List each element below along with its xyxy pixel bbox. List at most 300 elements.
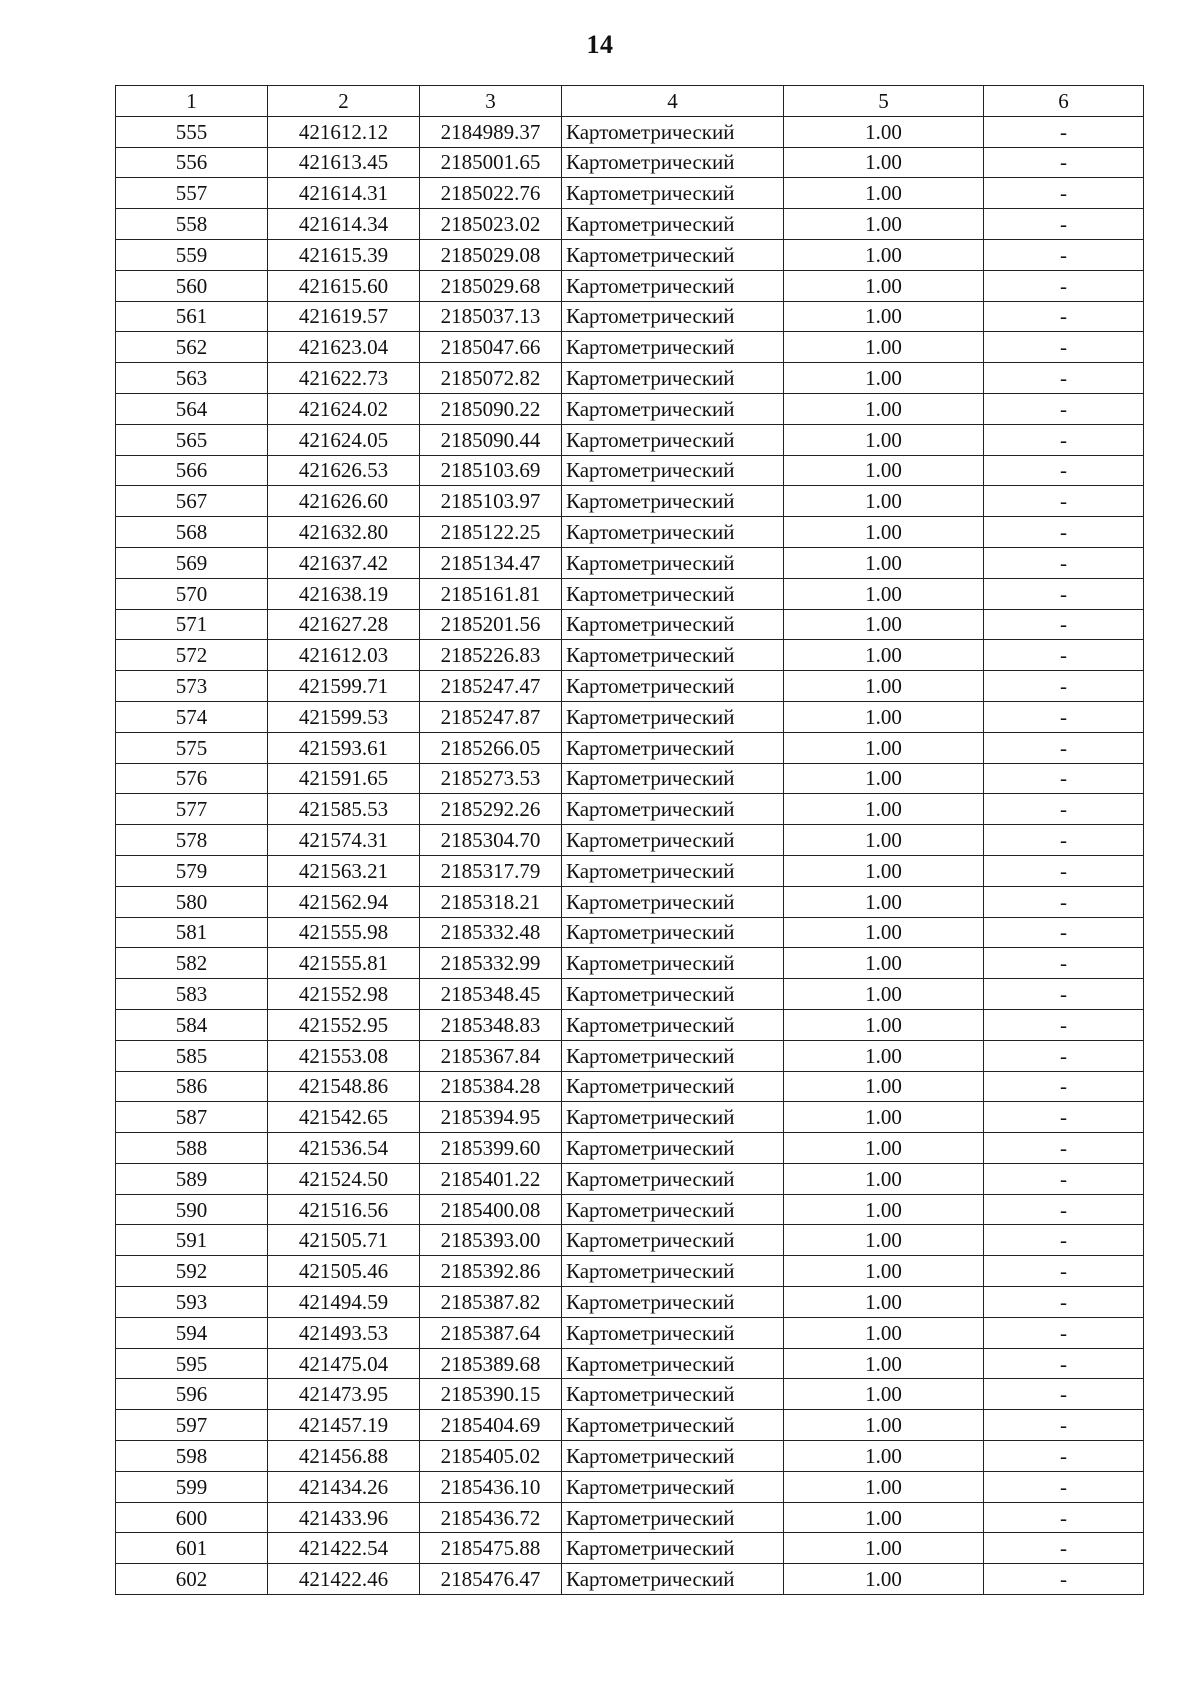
- table-row: [116, 455, 1144, 486]
- x-coordinate-cell: 421593.61: [268, 732, 420, 763]
- point-number-cell: 602: [116, 1564, 268, 1595]
- y-coordinate-cell: 2185292.26: [420, 794, 562, 825]
- note-cell: -: [984, 1379, 1144, 1410]
- method-cell: Картометрический: [562, 486, 784, 517]
- table-row: [116, 763, 1144, 794]
- note-cell: -: [984, 948, 1144, 979]
- accuracy-cell: 1.00: [784, 671, 984, 702]
- x-coordinate-cell: 421552.95: [268, 1009, 420, 1040]
- y-coordinate-cell: 2185387.82: [420, 1287, 562, 1318]
- table-row: [116, 1564, 1144, 1595]
- point-number-cell: 585: [116, 1040, 268, 1071]
- x-coordinate-cell: 421524.50: [268, 1163, 420, 1194]
- x-coordinate-cell: 421553.08: [268, 1040, 420, 1071]
- method-cell: Картометрический: [562, 239, 784, 270]
- method-cell: Картометрический: [562, 363, 784, 394]
- x-coordinate-cell: 421613.45: [268, 147, 420, 178]
- table-row: [116, 794, 1144, 825]
- table-row: [116, 363, 1144, 394]
- y-coordinate-cell: 2185387.64: [420, 1317, 562, 1348]
- y-coordinate-cell: 2185090.44: [420, 424, 562, 455]
- y-coordinate-cell: 2185273.53: [420, 763, 562, 794]
- table-row: [116, 178, 1144, 209]
- y-coordinate-cell: 2185390.15: [420, 1379, 562, 1410]
- point-number-cell: 576: [116, 763, 268, 794]
- y-coordinate-cell: 2185332.48: [420, 917, 562, 948]
- method-cell: Картометрический: [562, 1379, 784, 1410]
- accuracy-cell: 1.00: [784, 1009, 984, 1040]
- point-number-cell: 595: [116, 1348, 268, 1379]
- table-row: [116, 1194, 1144, 1225]
- table-row: [116, 147, 1144, 178]
- x-coordinate-cell: 421516.56: [268, 1194, 420, 1225]
- point-number-cell: 582: [116, 948, 268, 979]
- table-row: [116, 239, 1144, 270]
- y-coordinate-cell: 2185022.76: [420, 178, 562, 209]
- method-cell: Картометрический: [562, 1040, 784, 1071]
- x-coordinate-cell: 421585.53: [268, 794, 420, 825]
- method-cell: Картометрический: [562, 701, 784, 732]
- x-coordinate-cell: 421505.71: [268, 1225, 420, 1256]
- x-coordinate-cell: 421555.81: [268, 948, 420, 979]
- point-number-cell: 560: [116, 270, 268, 301]
- point-number-cell: 593: [116, 1287, 268, 1318]
- accuracy-cell: 1.00: [784, 1317, 984, 1348]
- point-number-cell: 597: [116, 1410, 268, 1441]
- table-row: [116, 1040, 1144, 1071]
- method-cell: Картометрический: [562, 671, 784, 702]
- table-row: [116, 1533, 1144, 1564]
- table-row: [116, 640, 1144, 671]
- point-number-cell: 575: [116, 732, 268, 763]
- table-row: [116, 1410, 1144, 1441]
- table-body: [116, 116, 1144, 1594]
- accuracy-cell: 1.00: [784, 640, 984, 671]
- accuracy-cell: 1.00: [784, 794, 984, 825]
- note-cell: -: [984, 1441, 1144, 1472]
- note-cell: -: [984, 1564, 1144, 1595]
- x-coordinate-cell: 421562.94: [268, 886, 420, 917]
- accuracy-cell: 1.00: [784, 424, 984, 455]
- x-coordinate-cell: 421552.98: [268, 979, 420, 1010]
- note-cell: -: [984, 147, 1144, 178]
- y-coordinate-cell: 2185332.99: [420, 948, 562, 979]
- point-number-cell: 578: [116, 825, 268, 856]
- point-number-cell: 555: [116, 116, 268, 147]
- y-coordinate-cell: 2185103.69: [420, 455, 562, 486]
- note-cell: -: [984, 701, 1144, 732]
- method-cell: Картометрический: [562, 209, 784, 240]
- note-cell: -: [984, 1287, 1144, 1318]
- table-row: [116, 547, 1144, 578]
- point-number-cell: 581: [116, 917, 268, 948]
- y-coordinate-cell: 2185392.86: [420, 1256, 562, 1287]
- point-number-cell: 592: [116, 1256, 268, 1287]
- method-cell: Картометрический: [562, 609, 784, 640]
- y-coordinate-cell: 2185226.83: [420, 640, 562, 671]
- note-cell: -: [984, 1410, 1144, 1441]
- note-cell: -: [984, 116, 1144, 147]
- x-coordinate-cell: 421591.65: [268, 763, 420, 794]
- method-cell: Картометрический: [562, 794, 784, 825]
- accuracy-cell: 1.00: [784, 763, 984, 794]
- accuracy-cell: 1.00: [784, 948, 984, 979]
- x-coordinate-cell: 421422.54: [268, 1533, 420, 1564]
- accuracy-cell: 1.00: [784, 209, 984, 240]
- y-coordinate-cell: 2185001.65: [420, 147, 562, 178]
- x-coordinate-cell: 421563.21: [268, 855, 420, 886]
- table-row: [116, 1133, 1144, 1164]
- method-cell: Картометрический: [562, 1471, 784, 1502]
- y-coordinate-cell: 2185394.95: [420, 1102, 562, 1133]
- x-coordinate-cell: 421637.42: [268, 547, 420, 578]
- column-header: 2: [268, 86, 420, 117]
- method-cell: Картометрический: [562, 1225, 784, 1256]
- note-cell: -: [984, 1071, 1144, 1102]
- x-coordinate-cell: 421612.12: [268, 116, 420, 147]
- note-cell: -: [984, 1133, 1144, 1164]
- method-cell: Картометрический: [562, 1348, 784, 1379]
- x-coordinate-cell: 421555.98: [268, 917, 420, 948]
- y-coordinate-cell: 2185072.82: [420, 363, 562, 394]
- y-coordinate-cell: 2185348.83: [420, 1009, 562, 1040]
- x-coordinate-cell: 421536.54: [268, 1133, 420, 1164]
- accuracy-cell: 1.00: [784, 825, 984, 856]
- method-cell: Картометрический: [562, 1194, 784, 1225]
- point-number-cell: 583: [116, 979, 268, 1010]
- method-cell: Картометрический: [562, 455, 784, 486]
- table-row: [116, 393, 1144, 424]
- point-number-cell: 601: [116, 1533, 268, 1564]
- table-row: [116, 1102, 1144, 1133]
- point-number-cell: 577: [116, 794, 268, 825]
- x-coordinate-cell: 421422.46: [268, 1564, 420, 1595]
- note-cell: -: [984, 1225, 1144, 1256]
- table-row: [116, 517, 1144, 548]
- point-number-cell: 591: [116, 1225, 268, 1256]
- method-cell: Картометрический: [562, 332, 784, 363]
- table-row: [116, 486, 1144, 517]
- table-row: [116, 1502, 1144, 1533]
- y-coordinate-cell: 2185400.08: [420, 1194, 562, 1225]
- method-cell: Картометрический: [562, 1441, 784, 1472]
- method-cell: Картометрический: [562, 1133, 784, 1164]
- method-cell: Картометрический: [562, 886, 784, 917]
- x-coordinate-cell: 421456.88: [268, 1441, 420, 1472]
- accuracy-cell: 1.00: [784, 1533, 984, 1564]
- note-cell: -: [984, 1502, 1144, 1533]
- method-cell: Картометрический: [562, 855, 784, 886]
- accuracy-cell: 1.00: [784, 1040, 984, 1071]
- y-coordinate-cell: 2185436.10: [420, 1471, 562, 1502]
- accuracy-cell: 1.00: [784, 547, 984, 578]
- x-coordinate-cell: 421626.60: [268, 486, 420, 517]
- table-row: [116, 424, 1144, 455]
- table-row: [116, 671, 1144, 702]
- table-row: [116, 701, 1144, 732]
- y-coordinate-cell: 2185023.02: [420, 209, 562, 240]
- accuracy-cell: 1.00: [784, 732, 984, 763]
- y-coordinate-cell: 2185029.08: [420, 239, 562, 270]
- method-cell: Картометрический: [562, 917, 784, 948]
- y-coordinate-cell: 2185318.21: [420, 886, 562, 917]
- method-cell: Картометрический: [562, 1287, 784, 1318]
- method-cell: Картометрический: [562, 1163, 784, 1194]
- coordinates-table: [115, 85, 1144, 1595]
- note-cell: -: [984, 1533, 1144, 1564]
- table-row: [116, 578, 1144, 609]
- x-coordinate-cell: 421457.19: [268, 1410, 420, 1441]
- y-coordinate-cell: 2185122.25: [420, 517, 562, 548]
- x-coordinate-cell: 421434.26: [268, 1471, 420, 1502]
- table-row: [116, 1009, 1144, 1040]
- x-coordinate-cell: 421615.39: [268, 239, 420, 270]
- y-coordinate-cell: 2185436.72: [420, 1502, 562, 1533]
- method-cell: Картометрический: [562, 979, 784, 1010]
- y-coordinate-cell: 2185090.22: [420, 393, 562, 424]
- note-cell: -: [984, 1163, 1144, 1194]
- y-coordinate-cell: 2185393.00: [420, 1225, 562, 1256]
- y-coordinate-cell: 2185247.87: [420, 701, 562, 732]
- point-number-cell: 565: [116, 424, 268, 455]
- y-coordinate-cell: 2185047.66: [420, 332, 562, 363]
- table-row: [116, 1225, 1144, 1256]
- method-cell: Картометрический: [562, 732, 784, 763]
- accuracy-cell: 1.00: [784, 701, 984, 732]
- note-cell: -: [984, 239, 1144, 270]
- method-cell: Картометрический: [562, 578, 784, 609]
- method-cell: Картометрический: [562, 147, 784, 178]
- point-number-cell: 572: [116, 640, 268, 671]
- note-cell: -: [984, 1102, 1144, 1133]
- x-coordinate-cell: 421574.31: [268, 825, 420, 856]
- accuracy-cell: 1.00: [784, 855, 984, 886]
- point-number-cell: 590: [116, 1194, 268, 1225]
- point-number-cell: 573: [116, 671, 268, 702]
- note-cell: -: [984, 486, 1144, 517]
- table-row: [116, 1348, 1144, 1379]
- point-number-cell: 571: [116, 609, 268, 640]
- x-coordinate-cell: 421624.05: [268, 424, 420, 455]
- point-number-cell: 567: [116, 486, 268, 517]
- method-cell: Картометрический: [562, 1410, 784, 1441]
- accuracy-cell: 1.00: [784, 517, 984, 548]
- point-number-cell: 564: [116, 393, 268, 424]
- accuracy-cell: 1.00: [784, 147, 984, 178]
- y-coordinate-cell: 2185384.28: [420, 1071, 562, 1102]
- note-cell: -: [984, 1040, 1144, 1071]
- y-coordinate-cell: 2185404.69: [420, 1410, 562, 1441]
- y-coordinate-cell: 2185389.68: [420, 1348, 562, 1379]
- method-cell: Картометрический: [562, 1102, 784, 1133]
- method-cell: Картометрический: [562, 424, 784, 455]
- accuracy-cell: 1.00: [784, 1502, 984, 1533]
- accuracy-cell: 1.00: [784, 1441, 984, 1472]
- point-number-cell: 561: [116, 301, 268, 332]
- method-cell: Картометрический: [562, 178, 784, 209]
- x-coordinate-cell: 421624.02: [268, 393, 420, 424]
- table-header: [116, 86, 1144, 117]
- method-cell: Картометрический: [562, 1256, 784, 1287]
- table-row: [116, 609, 1144, 640]
- point-number-cell: 586: [116, 1071, 268, 1102]
- y-coordinate-cell: 2185317.79: [420, 855, 562, 886]
- accuracy-cell: 1.00: [784, 239, 984, 270]
- note-cell: -: [984, 301, 1144, 332]
- accuracy-cell: 1.00: [784, 178, 984, 209]
- note-cell: -: [984, 825, 1144, 856]
- table-row: [116, 948, 1144, 979]
- accuracy-cell: 1.00: [784, 1225, 984, 1256]
- y-coordinate-cell: 2185405.02: [420, 1441, 562, 1472]
- x-coordinate-cell: 421627.28: [268, 609, 420, 640]
- column-header: 1: [116, 86, 268, 117]
- accuracy-cell: 1.00: [784, 332, 984, 363]
- x-coordinate-cell: 421475.04: [268, 1348, 420, 1379]
- note-cell: -: [984, 1009, 1144, 1040]
- y-coordinate-cell: 2185367.84: [420, 1040, 562, 1071]
- method-cell: Картометрический: [562, 116, 784, 147]
- table-row: [116, 116, 1144, 147]
- note-cell: -: [984, 732, 1144, 763]
- x-coordinate-cell: 421493.53: [268, 1317, 420, 1348]
- note-cell: -: [984, 363, 1144, 394]
- method-cell: Картометрический: [562, 517, 784, 548]
- point-number-cell: 579: [116, 855, 268, 886]
- accuracy-cell: 1.00: [784, 1379, 984, 1410]
- note-cell: -: [984, 517, 1144, 548]
- table-row: [116, 1287, 1144, 1318]
- method-cell: Картометрический: [562, 301, 784, 332]
- accuracy-cell: 1.00: [784, 979, 984, 1010]
- note-cell: -: [984, 393, 1144, 424]
- accuracy-cell: 1.00: [784, 116, 984, 147]
- note-cell: -: [984, 1317, 1144, 1348]
- note-cell: -: [984, 886, 1144, 917]
- x-coordinate-cell: 421626.53: [268, 455, 420, 486]
- x-coordinate-cell: 421614.34: [268, 209, 420, 240]
- point-number-cell: 568: [116, 517, 268, 548]
- x-coordinate-cell: 421599.71: [268, 671, 420, 702]
- method-cell: Картометрический: [562, 1009, 784, 1040]
- x-coordinate-cell: 421473.95: [268, 1379, 420, 1410]
- x-coordinate-cell: 421632.80: [268, 517, 420, 548]
- table-row: [116, 886, 1144, 917]
- column-header: 3: [420, 86, 562, 117]
- note-cell: -: [984, 270, 1144, 301]
- table-row: [116, 332, 1144, 363]
- note-cell: -: [984, 1348, 1144, 1379]
- accuracy-cell: 1.00: [784, 1163, 984, 1194]
- point-number-cell: 589: [116, 1163, 268, 1194]
- method-cell: Картометрический: [562, 1071, 784, 1102]
- x-coordinate-cell: 421433.96: [268, 1502, 420, 1533]
- x-coordinate-cell: 421599.53: [268, 701, 420, 732]
- y-coordinate-cell: 2185304.70: [420, 825, 562, 856]
- accuracy-cell: 1.00: [784, 1071, 984, 1102]
- x-coordinate-cell: 421505.46: [268, 1256, 420, 1287]
- y-coordinate-cell: 2185348.45: [420, 979, 562, 1010]
- accuracy-cell: 1.00: [784, 1102, 984, 1133]
- column-header: 5: [784, 86, 984, 117]
- point-number-cell: 574: [116, 701, 268, 732]
- method-cell: Картометрический: [562, 1502, 784, 1533]
- y-coordinate-cell: 2185134.47: [420, 547, 562, 578]
- note-cell: -: [984, 209, 1144, 240]
- note-cell: -: [984, 1256, 1144, 1287]
- method-cell: Картометрический: [562, 948, 784, 979]
- y-coordinate-cell: 2185476.47: [420, 1564, 562, 1595]
- table-row: [116, 1379, 1144, 1410]
- accuracy-cell: 1.00: [784, 886, 984, 917]
- point-number-cell: 588: [116, 1133, 268, 1164]
- y-coordinate-cell: 2185201.56: [420, 609, 562, 640]
- point-number-cell: 596: [116, 1379, 268, 1410]
- y-coordinate-cell: 2185247.47: [420, 671, 562, 702]
- method-cell: Картометрический: [562, 393, 784, 424]
- y-coordinate-cell: 2185475.88: [420, 1533, 562, 1564]
- table-row: [116, 1317, 1144, 1348]
- page-number: 14: [586, 30, 614, 59]
- note-cell: -: [984, 640, 1144, 671]
- x-coordinate-cell: 421623.04: [268, 332, 420, 363]
- x-coordinate-cell: 421614.31: [268, 178, 420, 209]
- accuracy-cell: 1.00: [784, 1564, 984, 1595]
- table-row: [116, 1163, 1144, 1194]
- note-cell: -: [984, 578, 1144, 609]
- table-row: [116, 979, 1144, 1010]
- table-row: [116, 270, 1144, 301]
- table-row: [116, 301, 1144, 332]
- accuracy-cell: 1.00: [784, 609, 984, 640]
- x-coordinate-cell: 421619.57: [268, 301, 420, 332]
- point-number-cell: 587: [116, 1102, 268, 1133]
- y-coordinate-cell: 2185103.97: [420, 486, 562, 517]
- y-coordinate-cell: 2185029.68: [420, 270, 562, 301]
- y-coordinate-cell: 2185399.60: [420, 1133, 562, 1164]
- note-cell: -: [984, 332, 1144, 363]
- table-row: [116, 1256, 1144, 1287]
- point-number-cell: 562: [116, 332, 268, 363]
- point-number-cell: 598: [116, 1441, 268, 1472]
- x-coordinate-cell: 421494.59: [268, 1287, 420, 1318]
- method-cell: Картометрический: [562, 825, 784, 856]
- y-coordinate-cell: 2184989.37: [420, 116, 562, 147]
- y-coordinate-cell: 2185161.81: [420, 578, 562, 609]
- table-row: [116, 209, 1144, 240]
- table-row: [116, 917, 1144, 948]
- table-row: [116, 1471, 1144, 1502]
- point-number-cell: 570: [116, 578, 268, 609]
- table-row: [116, 732, 1144, 763]
- point-number-cell: 566: [116, 455, 268, 486]
- note-cell: -: [984, 547, 1144, 578]
- table-row: [116, 855, 1144, 886]
- note-cell: -: [984, 855, 1144, 886]
- method-cell: Картометрический: [562, 1533, 784, 1564]
- accuracy-cell: 1.00: [784, 393, 984, 424]
- accuracy-cell: 1.00: [784, 1287, 984, 1318]
- note-cell: -: [984, 979, 1144, 1010]
- point-number-cell: 558: [116, 209, 268, 240]
- point-number-cell: 600: [116, 1502, 268, 1533]
- note-cell: -: [984, 1471, 1144, 1502]
- method-cell: Картометрический: [562, 1317, 784, 1348]
- table-row: [116, 1071, 1144, 1102]
- accuracy-cell: 1.00: [784, 578, 984, 609]
- point-number-cell: 563: [116, 363, 268, 394]
- accuracy-cell: 1.00: [784, 363, 984, 394]
